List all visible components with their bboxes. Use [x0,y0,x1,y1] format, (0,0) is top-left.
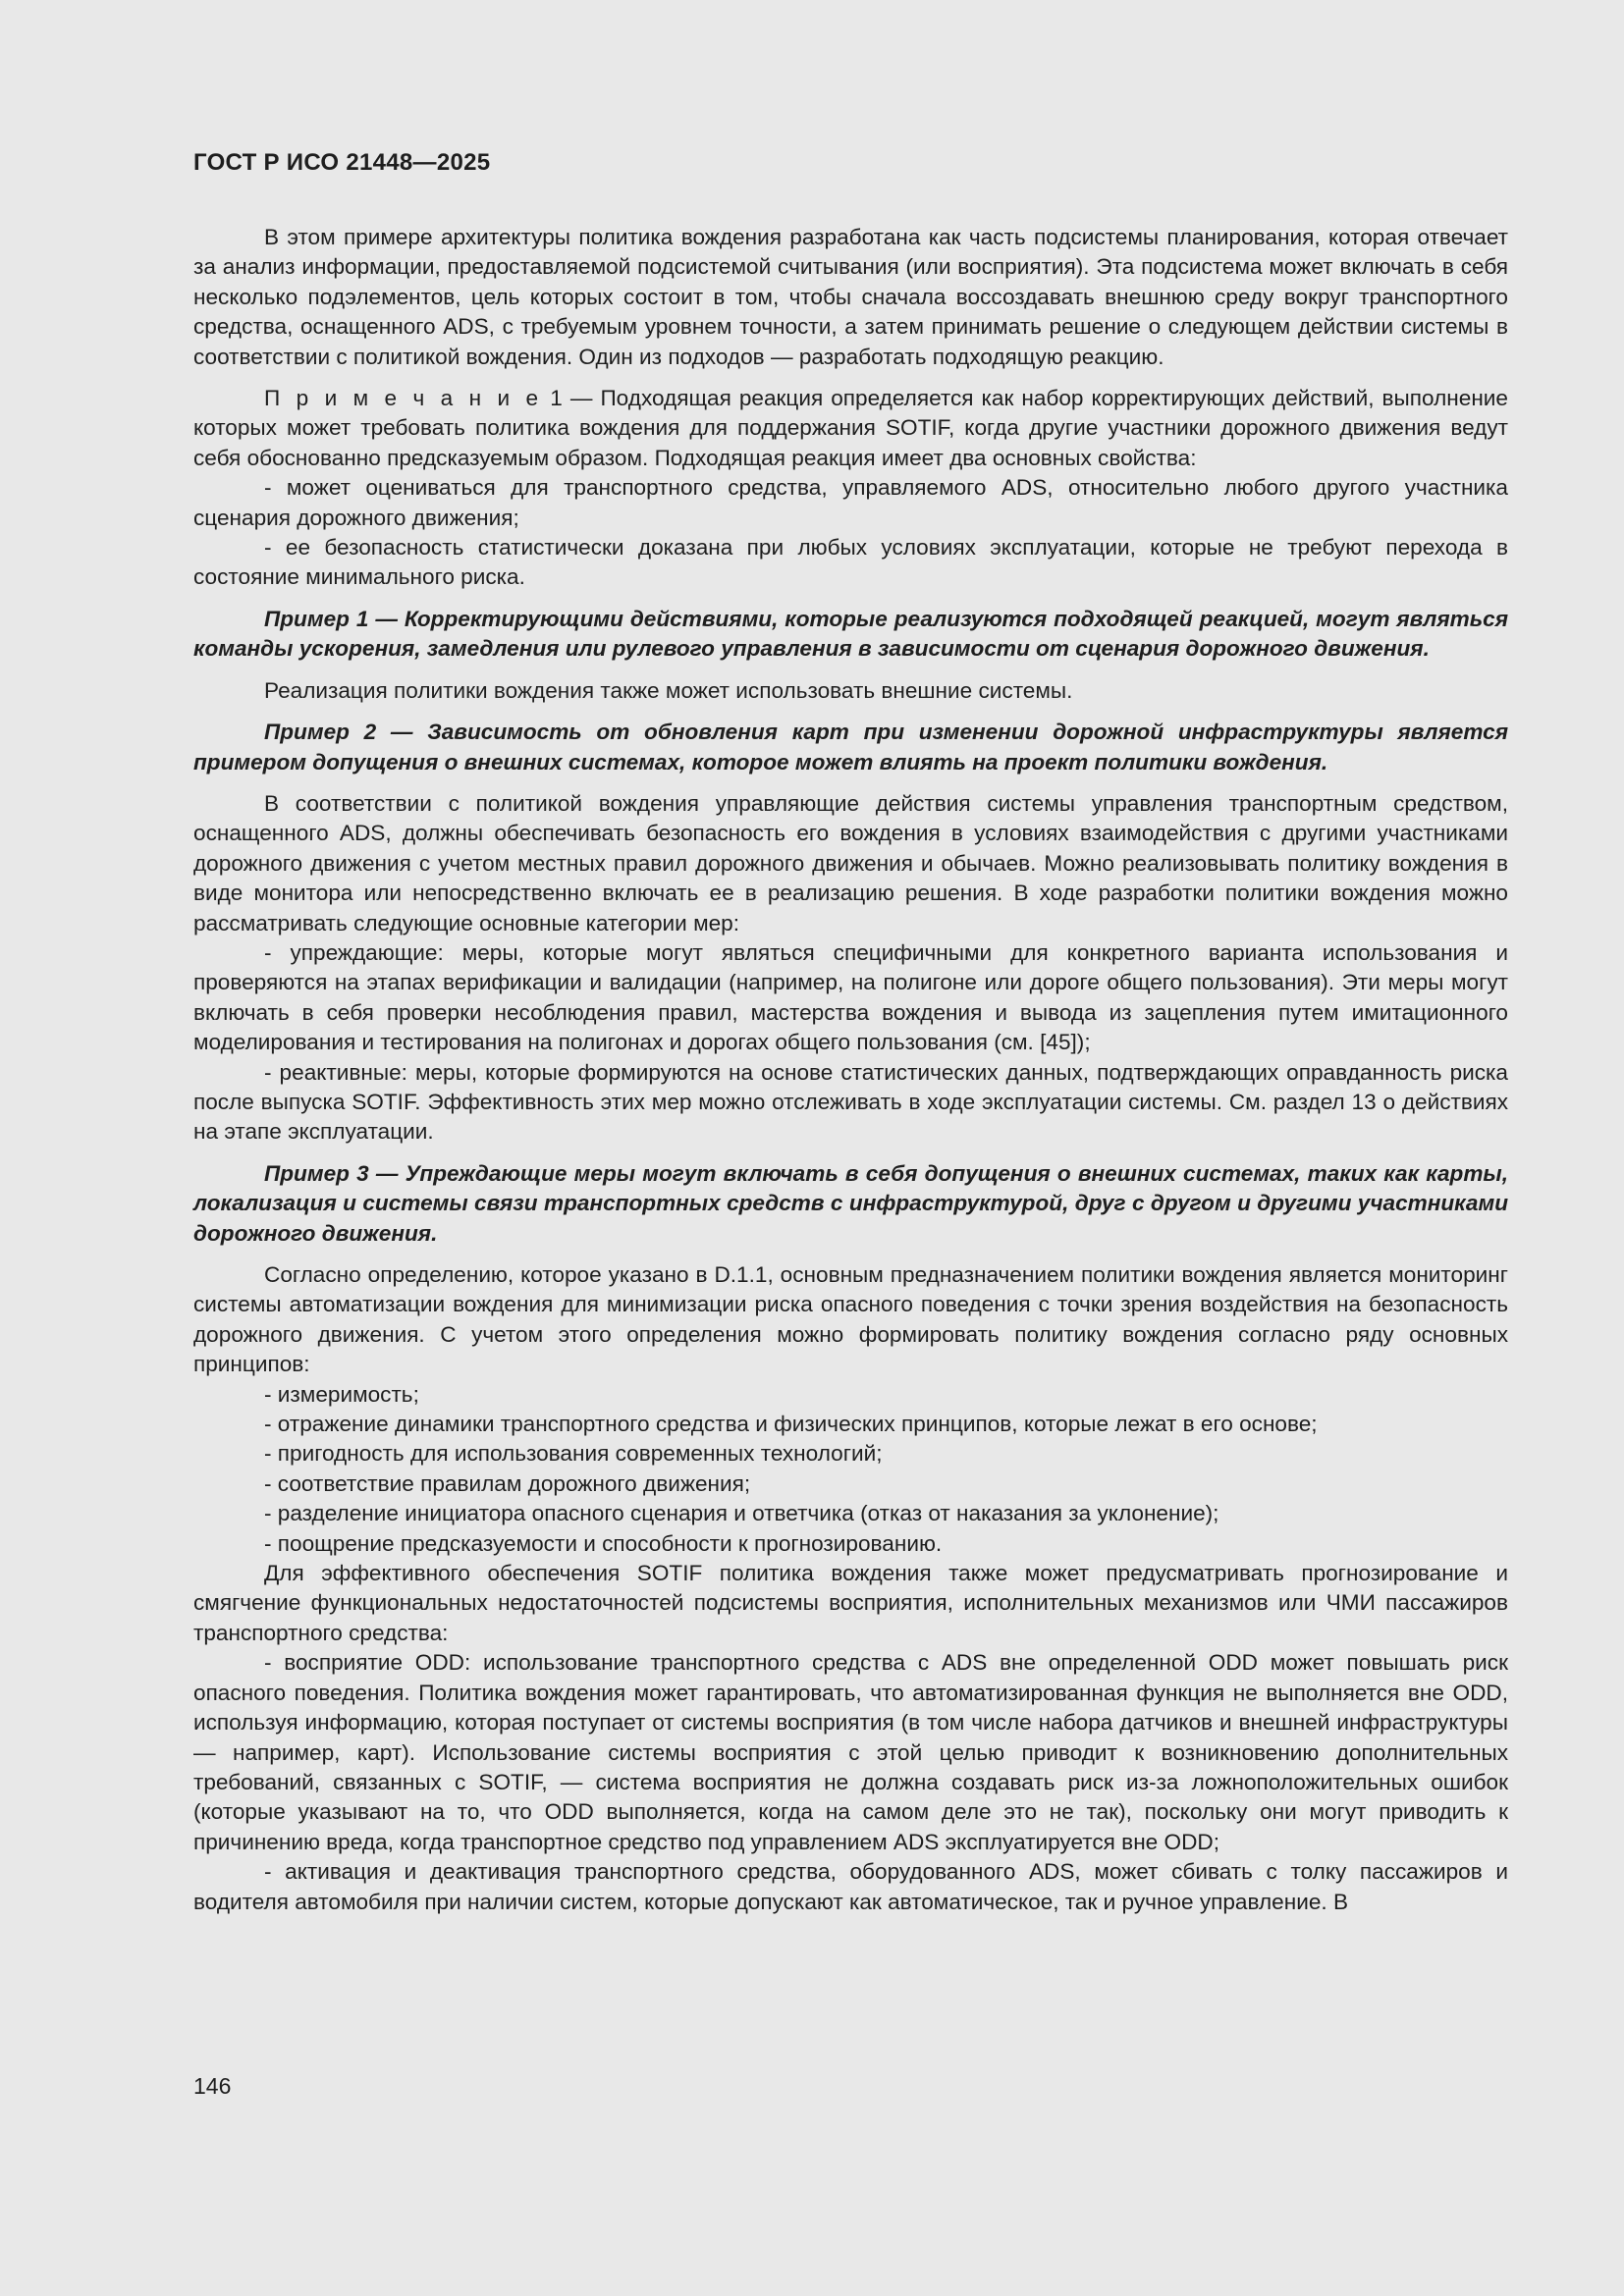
page-number: 146 [193,2073,232,2099]
page-body [193,223,1508,1917]
list-item: - ее безопасность статистически доказана при любых условиях эксплуатации, которые не требуют перехода в состояние минимального риска. [193,535,1508,590]
note-text: 1 — Подходящая реакция определяется как набор корректирующих действий, выполнение которых может требовать политика вождения для поддержания SOTIF, когда другие участники дорожного движения ведут себя обоснованно предсказуемым образом. Подходящая реакция имеет два основных свойства: [193,386,1508,470]
list-item: - соответствие правилам дорожного движения; [264,1470,751,1496]
list-item: - поощрение предсказуемости и способности к прогнозированию. [264,1530,943,1556]
paragraph: Согласно определению, которое указано в D.1.1, основным предназначением политики вождения является мониторинг системы автоматизации вождения для минимизации риска опасного поведения с точки зрения воздействия на безопасность дорожного движения. С учетом этого определения можно формировать политику вождения согласно ряду основных принципов: [193,1262,1508,1377]
list-item: - активация и деактивация транспортного средства, оборудованного ADS, может сбивать с толку пассажиров и водителя автомобиля при наличии систем, которые допускают как автоматическое, так и ручное управление. В [193,1859,1508,1914]
note-paragraph [193,384,1508,473]
list-item: - измеримость; [264,1381,419,1407]
example-paragraph: Пример 3 — Упреждающие меры могут включать в себя допущения о внешних системах, таких как карты, локализация и системы связи транспортных средств с инфраструктурой, друг с другом и другими участниками дорожного движения. [193,1160,1508,1246]
paragraph: Реализация политики вождения также может использовать внешние системы. [264,677,1073,703]
list-item: - может оцениваться для транспортного средства, управляемого ADS, относительно любого другого участника сценария дорожного движения; [193,475,1508,530]
example-paragraph: Пример 1 — Корректирующими действиями, которые реализуются подходящей реакцией, могут являться команды ускорения, замедления или рулевого управления в зависимости от сценария дорожного движения. [193,606,1508,662]
list-item: - разделение инициатора опасного сценария и ответчика (отказ от наказания за уклонение); [264,1501,1219,1526]
paragraph: Для эффективного обеспечения SOTIF политика вождения также может предусматривать прогнозирование и смягчение функциональных недостаточностей подсистемы восприятия, исполнительных механизмов или ЧМИ пассажиров транспортного средства: [193,1561,1508,1645]
list-item: - реактивные: меры, которые формируются на основе статистических данных, подтверждающих оправданность риска после выпуска SOTIF. Эффективность этих мер можно отслеживать в ходе эксплуатации системы. См. раздел 13 о действиях на этапе эксплуатации. [193,1059,1508,1145]
list-item: - упреждающие: меры, которые могут являться специфичными для конкретного варианта использования и проверяются на этапах верификации и валидации (например, на полигоне или дороге общего пользования). Эти меры могут включать в себя проверки несоблюдения правил, мастерства вождения и вывода из зацепления путем имитационного моделирования и тестирования на полигонах и дорогах общего пользования (см. [45]); [193,939,1508,1055]
list-item: - восприятие ODD: использование транспортного средства с ADS вне определенной ODD может повышать риск опасного поведения. Политика вождения может гарантировать, что автоматизированная функция не выполняется вне ODD, используя информацию, которая поступает от системы восприятия (в том числе набора датчиков и внешней инфраструктуры — например, карт). Использование системы восприятия с этой целью приводит к возникновению дополнительных требований, связанных с SOTIF, — система восприятия не должна создавать риск из-за ложноположительных ошибок (которые указывают на то, что ODD выполняется, когда на самом деле это не так), поскольку они могут приводить к причинению вреда, когда транспортное средство под управлением ADS эксплуатируется вне ODD; [193,1650,1508,1854]
list-item: - пригодность для использования современных технологий; [264,1441,883,1467]
paragraph: В этом примере архитектуры политика вождения разработана как часть подсистемы планирования, которая отвечает за анализ информации, предоставляемой подсистемой считывания (или восприятия). Эта подсистема может включать в себя несколько подэлементов, цель которых состоит в том, чтобы сначала воссоздавать внешнюю среду вокруг транспортного средства, оснащенного ADS, с требуемым уровнем точности, а затем принимать решение о следующем действии системы в соответствии с политикой вождения. Один из подходов — разработать подходящую реакцию. [193,225,1508,369]
document-code-header: ГОСТ Р ИСО 21448—2025 [193,149,491,176]
paragraph: В соответствии с политикой вождения управляющие действия системы управления транспортным средством, оснащенного ADS, должны обеспечивать безопасность его вождения в условиях взаимодействия с другими участниками дорожного движения с учетом местных правил дорожного движения и обычаев. Можно реализовывать политику вождения в виде монитора или непосредственно включать ее в реализацию решения. В ходе разработки политики вождения можно рассматривать следующие основные категории мер: [193,790,1508,935]
example-paragraph: Пример 2 — Зависимость от обновления карт при изменении дорожной инфраструктуры является примером допущения о внешних системах, которое может влиять на проект политики вождения. [193,720,1508,774]
note-label: П р и м е ч а н и е [264,386,543,411]
list-item: - отражение динамики транспортного средства и физических принципов, которые лежат в его основе; [264,1412,1318,1437]
